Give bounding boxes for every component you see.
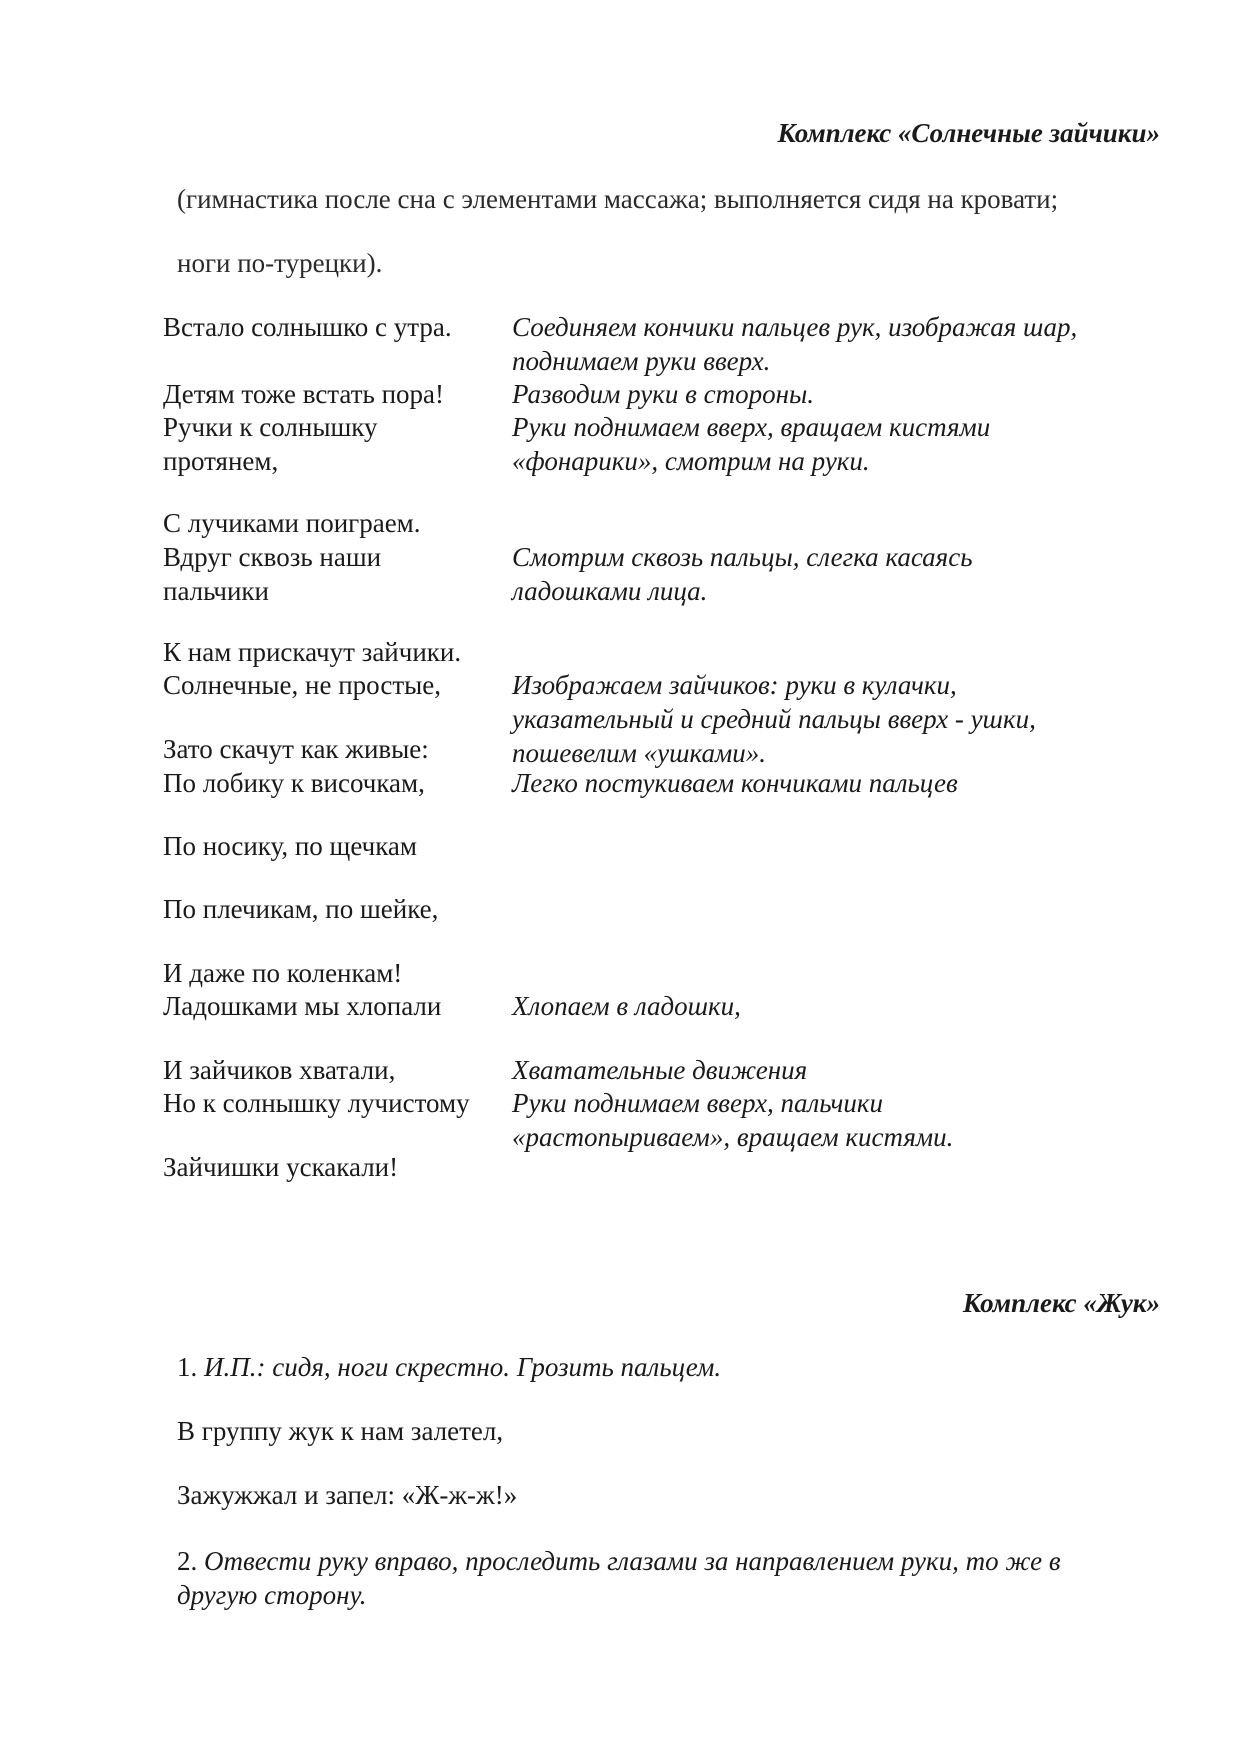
action-line: Хватательные движения bbox=[512, 1055, 808, 1085]
verse-line: К нам прискачут зайчики. bbox=[163, 637, 462, 667]
action-line: Руки поднимаем вверх, пальчики «растопыриваем», вращаем кистями. bbox=[512, 1088, 954, 1152]
action-line: Разводим руки в стороны. bbox=[512, 379, 815, 409]
action-line: Смотрим сквозь пальцы, слегка касаясь ладошками лица. bbox=[512, 542, 973, 606]
section2-verse2: Зажужжал и запел: «Ж-ж-ж!» bbox=[177, 1480, 518, 1510]
action-line: Изображаем зайчиков: руки в кулачки, указательный и средний пальцы вверх - ушки, пошевелим «ушками». bbox=[512, 670, 1036, 768]
action-line: Хлопаем в ладошки, bbox=[512, 991, 741, 1021]
section2-item1 bbox=[177, 1352, 721, 1383]
verse-line: Солнечные, не простые, bbox=[163, 670, 442, 700]
verse-line: Ладошками мы хлопали bbox=[163, 991, 442, 1021]
verse-line: Но к солнышку лучистому bbox=[163, 1088, 470, 1118]
action-line: Руки поднимаем вверх, вращаем кистями «фонарики», смотрим на руки. bbox=[512, 412, 991, 476]
verse-line: И даже по коленкам! bbox=[163, 958, 403, 988]
item2-number: 2. bbox=[177, 1546, 198, 1576]
item1-text: И.П.: сидя, ноги скрестно. Грозить пальцем. bbox=[204, 1352, 722, 1382]
item1-number: 1. bbox=[177, 1352, 198, 1382]
section2-item2 bbox=[177, 1544, 1137, 1612]
verse-line: Встало солнышко с утра. bbox=[163, 312, 452, 342]
action-line: Соединяем кончики пальцев рук, изображая шар, поднимаем руки вверх. bbox=[512, 312, 1078, 376]
section1-intro-line1: (гимнастика после сна с элементами массажа; выполняется сидя на кровати; bbox=[177, 184, 1059, 214]
verse-line: По лобику к височкам, bbox=[163, 768, 425, 798]
action-line: Легко постукиваем кончиками пальцев bbox=[512, 768, 958, 798]
section2-title: Комплекс «Жук» bbox=[962, 1288, 1160, 1318]
verse-line: Вдруг сквозь наши пальчики bbox=[163, 542, 382, 606]
verse-line: Зайчишки ускакали! bbox=[163, 1152, 399, 1182]
verse-line: Детям тоже встать пора! bbox=[163, 379, 445, 409]
verse-line: По носику, по щечкам bbox=[163, 831, 417, 861]
section2-verse1: В группу жук к нам залетел, bbox=[177, 1416, 504, 1446]
section1-intro-line2: ноги по-турецки). bbox=[177, 248, 383, 278]
verse-line: Зато скачут как живые: bbox=[163, 734, 429, 764]
verse-line: Ручки к солнышку протянем, bbox=[163, 412, 378, 476]
verse-line: С лучиками поиграем. bbox=[163, 508, 421, 538]
section1-title: Комплекс «Солнечные зайчики» bbox=[777, 118, 1160, 148]
item2-text: Отвести руку вправо, проследить глазами за направлением руки, то же в другую сторону. bbox=[177, 1546, 1061, 1610]
verse-line: И зайчиков хватали, bbox=[163, 1055, 396, 1085]
verse-line: По плечикам, по шейке, bbox=[163, 894, 439, 924]
